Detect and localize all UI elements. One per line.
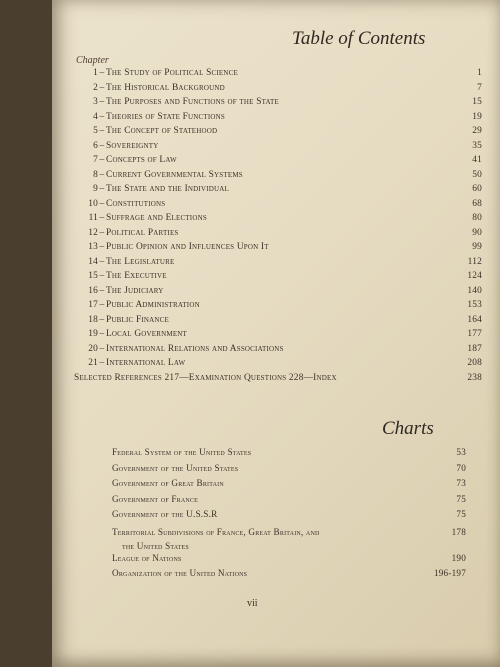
chapter-page: 99 — [472, 242, 482, 252]
chapter-number: 1 — [93, 68, 98, 78]
chapter-number: 2 — [93, 82, 98, 93]
toc-entry — [72, 83, 482, 98]
toc-entry — [72, 141, 482, 156]
chapter-dash: – — [99, 358, 105, 368]
chart-title — [112, 463, 410, 473]
chart-title — [112, 494, 410, 504]
toc-entry — [72, 257, 482, 272]
page-number: vii — [247, 598, 258, 609]
toc-entry — [72, 170, 482, 185]
chapter-dash: – — [99, 285, 105, 296]
chart-title-text: Government of the U.S.S.R — [112, 509, 218, 519]
chart-entry — [112, 553, 466, 569]
chapter-page: 19 — [472, 111, 482, 122]
chapter-dash: – — [99, 300, 105, 310]
charts-title: Charts — [382, 418, 434, 439]
chapter-title: The Study of Political Science — [106, 68, 239, 78]
book-page — [52, 0, 500, 667]
toc-entry — [72, 155, 482, 170]
chapter-page: 15 — [472, 97, 482, 107]
chapter-column-label: Chapter — [76, 55, 109, 66]
toc-entry — [72, 97, 482, 112]
chapter-title: Concepts of Law — [106, 155, 177, 165]
chapter-page: 7 — [477, 82, 482, 93]
chapter-dash: – — [99, 155, 105, 165]
chapter-dash: – — [99, 213, 105, 223]
chapter-number: 21 — [88, 358, 98, 368]
chart-page: 73 — [456, 478, 466, 488]
chapter-title: Sovereignty — [106, 140, 159, 151]
chart-entry — [112, 478, 466, 494]
chapter-number: 3 — [93, 97, 98, 107]
chapter-number: 12 — [88, 227, 98, 238]
chapter-dash: – — [99, 227, 105, 238]
chapter-dash: – — [99, 184, 105, 194]
chapter-title: The Purposes and Functions of the State — [106, 97, 279, 107]
chart-page: 75 — [456, 493, 466, 504]
toc-entry — [72, 112, 482, 127]
toc-entry — [72, 344, 482, 359]
chapter-page: 41 — [472, 155, 482, 165]
toc-title: Table of Contents — [292, 28, 426, 49]
chapter-dash: – — [99, 169, 105, 180]
chapter-page: 208 — [467, 358, 482, 368]
chapter-number: 6 — [93, 140, 98, 151]
chart-title — [112, 553, 410, 563]
chapter-dash: – — [99, 111, 105, 122]
toc-entry — [72, 213, 482, 228]
chapter-dash: – — [99, 314, 105, 325]
chart-page: 70 — [456, 462, 466, 473]
chapter-title: International Law — [106, 358, 186, 368]
chapter-dash: – — [99, 68, 105, 78]
chapter-title: Public Finance — [106, 314, 170, 325]
chapter-number: 5 — [93, 126, 98, 136]
toc-entry — [72, 300, 482, 315]
chart-entry — [112, 447, 466, 463]
chapter-number: 4 — [93, 111, 98, 122]
chapter-page: 60 — [472, 184, 482, 194]
chapter-page: 112 — [467, 256, 482, 267]
chart-title — [112, 509, 410, 519]
chapter-number: 20 — [88, 343, 98, 354]
chart-entry — [112, 568, 466, 584]
chapter-title: Public Administration — [106, 300, 200, 310]
chart-title-text: Government of France — [112, 493, 199, 504]
chapter-page: 1 — [477, 68, 482, 78]
chapter-title: The Concept of Statehood — [106, 126, 218, 136]
chapter-title: Suffrage and Elections — [106, 213, 207, 223]
toc-entry — [72, 358, 482, 373]
toc-entry — [72, 271, 482, 286]
references-page: 238 — [467, 372, 482, 383]
chapter-title: Current Governmental Systems — [106, 169, 243, 180]
chapter-number: 19 — [88, 329, 98, 339]
chapter-title: The Judiciary — [106, 285, 164, 296]
chapter-number: 18 — [88, 314, 98, 325]
chapter-number: 9 — [93, 184, 98, 194]
chapter-title: Political Parties — [106, 227, 179, 238]
toc-entry — [72, 228, 482, 243]
chart-entry — [112, 463, 466, 479]
chapter-title: Theories of State Functions — [106, 111, 226, 122]
toc-list — [72, 68, 482, 387]
chapter-title: Local Government — [106, 329, 188, 339]
chart-page: 53 — [456, 447, 466, 457]
chapter-page: 187 — [467, 343, 482, 354]
chart-title-text: Federal System of the United States — [112, 447, 252, 457]
chapter-number: 7 — [93, 155, 98, 165]
chart-title — [112, 525, 410, 553]
chapter-page: 50 — [472, 169, 482, 180]
chart-title-text: Government of the United States — [112, 462, 239, 473]
chapter-dash: – — [99, 82, 105, 93]
chart-list — [112, 447, 466, 584]
chapter-number: 11 — [88, 213, 98, 223]
chart-title — [112, 447, 410, 457]
chart-title-continued: the United States — [122, 540, 189, 551]
chapter-number: 14 — [88, 256, 98, 267]
chart-page: 75 — [456, 509, 466, 519]
chart-title-text: Government of Great Britain — [112, 478, 224, 488]
chart-title-text: Organization of the United Nations — [112, 568, 248, 578]
chapter-page: 68 — [472, 198, 482, 209]
chapter-number: 17 — [88, 300, 98, 310]
toc-entry — [72, 184, 482, 199]
toc-entry — [72, 286, 482, 301]
chart-entry — [112, 525, 466, 553]
chapter-page: 29 — [472, 126, 482, 136]
references-line: Selected References 217—Examination Questions 228—Index — [74, 372, 337, 383]
chapter-page: 177 — [467, 329, 482, 339]
chapter-dash: – — [99, 256, 105, 267]
chapter-number: 10 — [88, 198, 98, 209]
chapter-page: 140 — [467, 285, 482, 296]
chapter-page: 164 — [467, 314, 482, 325]
chart-title-text: Territorial Subdivisions of France, Great Britain, and — [112, 526, 320, 537]
chart-page: 178 — [451, 526, 466, 537]
toc-entry — [72, 199, 482, 214]
chart-title — [112, 478, 410, 488]
chart-page: 196-197 — [433, 568, 466, 578]
toc-entry — [72, 315, 482, 330]
chapter-dash: – — [99, 140, 105, 151]
toc-entry — [72, 68, 482, 83]
toc-entry — [72, 126, 482, 141]
chapter-title: The State and the Individual — [106, 184, 229, 194]
chart-entry — [112, 494, 466, 510]
chart-title — [112, 568, 410, 578]
chart-page: 190 — [451, 552, 466, 563]
chapter-title: Constitutions — [106, 198, 166, 209]
chart-entry — [112, 509, 466, 525]
chapter-dash: – — [99, 198, 105, 209]
chapter-dash: – — [99, 242, 105, 252]
toc-entry — [72, 329, 482, 344]
chapter-dash: – — [99, 97, 105, 107]
chapter-number: 16 — [88, 285, 98, 296]
chapter-dash: – — [99, 126, 105, 136]
chapter-page: 35 — [472, 140, 482, 151]
chapter-dash: – — [99, 343, 105, 354]
chapter-title: The Executive — [106, 271, 167, 281]
chapter-dash: – — [99, 271, 105, 281]
chapter-number: 13 — [88, 242, 98, 252]
chapter-dash: – — [99, 329, 105, 339]
chapter-page: 90 — [472, 227, 482, 238]
chapter-page: 80 — [472, 213, 482, 223]
chapter-title: Public Opinion and Influences Upon It — [106, 242, 269, 252]
chapter-title: The Historical Background — [106, 82, 225, 93]
chapter-number: 15 — [88, 271, 98, 281]
chapter-title: International Relations and Associations — [106, 343, 284, 354]
chapter-number: 8 — [93, 169, 98, 180]
toc-entry — [72, 242, 482, 257]
references-entry — [72, 373, 482, 388]
chapter-page: 153 — [467, 300, 482, 310]
chart-title-text: League of Nations — [112, 552, 182, 563]
chapter-title: The Legislature — [106, 256, 175, 267]
chapter-page: 124 — [467, 271, 482, 281]
